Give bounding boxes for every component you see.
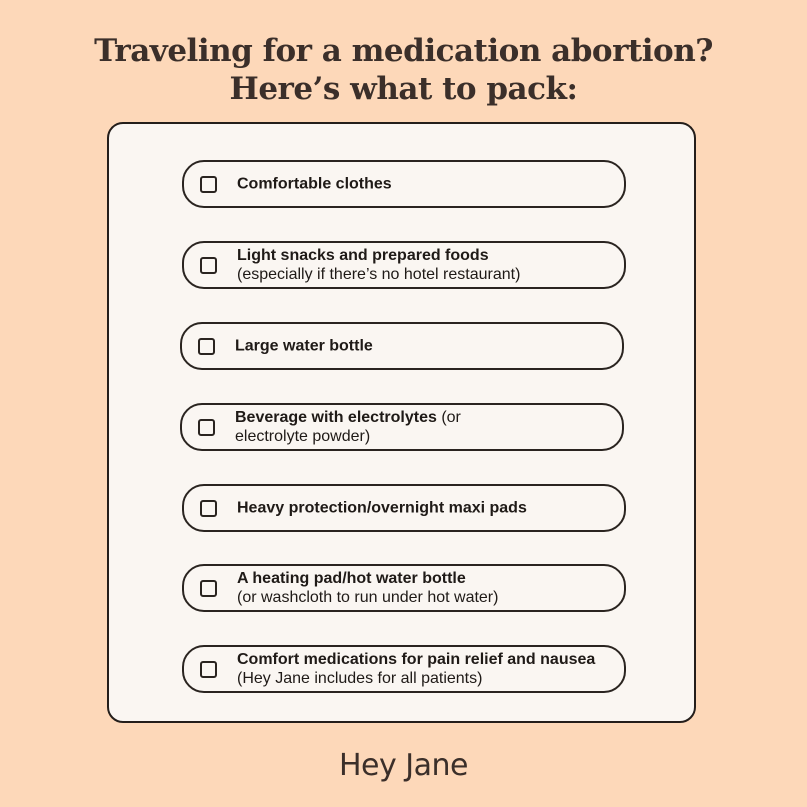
checklist-item-text: [237, 499, 608, 518]
checklist-item-text: [237, 246, 608, 284]
checklist-item-label: Large water bottle: [235, 337, 373, 355]
checklist-item-text: [237, 569, 608, 607]
checklist-item-comfort-medications[interactable]: [182, 645, 626, 693]
checklist-item-text: [235, 337, 606, 356]
checklist-item-label: Comfortable clothes: [237, 175, 392, 193]
checkbox[interactable]: [200, 257, 217, 274]
checklist-item-beverage-electrolytes[interactable]: [180, 403, 624, 451]
checklist-item-label: A heating pad/hot water bottle: [237, 570, 466, 587]
checkbox[interactable]: [200, 661, 217, 678]
checkbox[interactable]: [200, 500, 217, 517]
checklist-item-text: [237, 175, 608, 194]
packing-checklist-card: [107, 122, 696, 723]
checklist-item-label: Beverage with electrolytes: [235, 409, 437, 426]
checkbox[interactable]: [200, 176, 217, 193]
checklist-item-label: Light snacks and prepared foods: [237, 247, 489, 264]
checklist-item-text: [235, 408, 512, 446]
checklist-item-note: (or washcloth to run under hot water): [237, 589, 499, 606]
checklist-item-label: Comfort medications for pain relief and nausea: [237, 651, 596, 668]
title-line-1: Traveling for a medication abortion?: [94, 33, 713, 69]
hey-jane-logo: Hey Jane: [338, 748, 468, 783]
checklist-item-large-water-bottle[interactable]: [180, 322, 624, 370]
checklist-item-note: (Hey Jane includes for all patients): [237, 670, 483, 687]
checklist-item-comfortable-clothes[interactable]: [182, 160, 626, 208]
checklist-item-maxi-pads[interactable]: [182, 484, 626, 532]
title-line-2: Here’s what to pack:: [229, 71, 578, 107]
checkbox[interactable]: [198, 419, 215, 436]
page-title: [0, 32, 807, 108]
checkbox[interactable]: [198, 338, 215, 355]
checklist-item-note: (especially if there’s no hotel restaurant): [237, 266, 521, 283]
checkbox[interactable]: [200, 580, 217, 597]
checklist-item-heating-pad[interactable]: [182, 564, 626, 612]
checklist-item-light-snacks[interactable]: [182, 241, 626, 289]
checklist-item-note: (or electrolyte powder): [235, 409, 461, 445]
checklist-item-text: [237, 650, 596, 688]
checklist-item-label: Heavy protection/overnight maxi pads: [237, 499, 527, 517]
